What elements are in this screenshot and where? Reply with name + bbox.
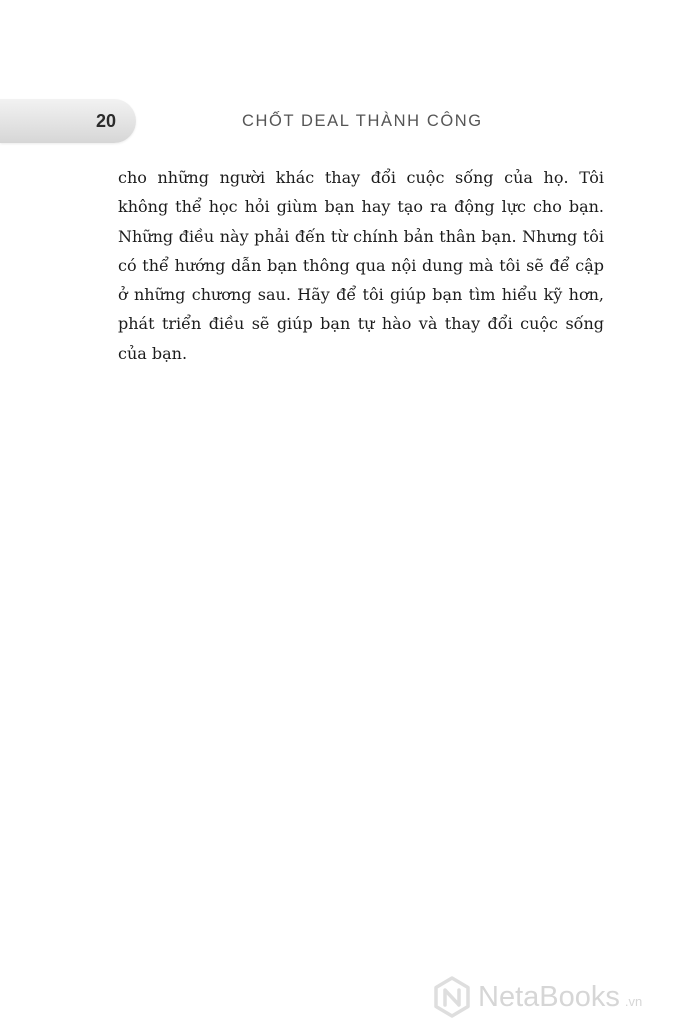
paragraph-line: cho những người khác thay đổi cuộc sống của họ. Tôi: [118, 168, 604, 187]
paragraph-line: không thể học hỏi giùm bạn hay tạo ra động lực cho bạn.: [118, 197, 604, 217]
netabooks-watermark: [430, 975, 642, 1019]
body-paragraph: [118, 163, 604, 368]
paragraph-line: Những điều này phải đến từ chính bản thân bạn. Nhưng tôi: [118, 226, 604, 246]
watermark-brand: NetaBooks: [478, 981, 620, 1013]
page-number: 20: [96, 111, 117, 131]
paragraph-line: ở những chương sau. Hãy để tôi giúp bạn tìm hiểu kỹ hơn,: [118, 285, 604, 305]
running-header-title: CHỐT DEAL THÀNH CÔNG: [242, 112, 483, 130]
paragraph-line: của bạn.: [118, 343, 188, 363]
paragraph-line: có thể hướng dẫn bạn thông qua nội dung mà tôi sẽ để cập: [118, 255, 604, 275]
netabooks-logo-icon: [430, 975, 474, 1019]
watermark-tld: .vn: [624, 994, 643, 1009]
paragraph-line: phát triển điều sẽ giúp bạn tự hào và thay đổi cuộc sống: [118, 314, 604, 334]
